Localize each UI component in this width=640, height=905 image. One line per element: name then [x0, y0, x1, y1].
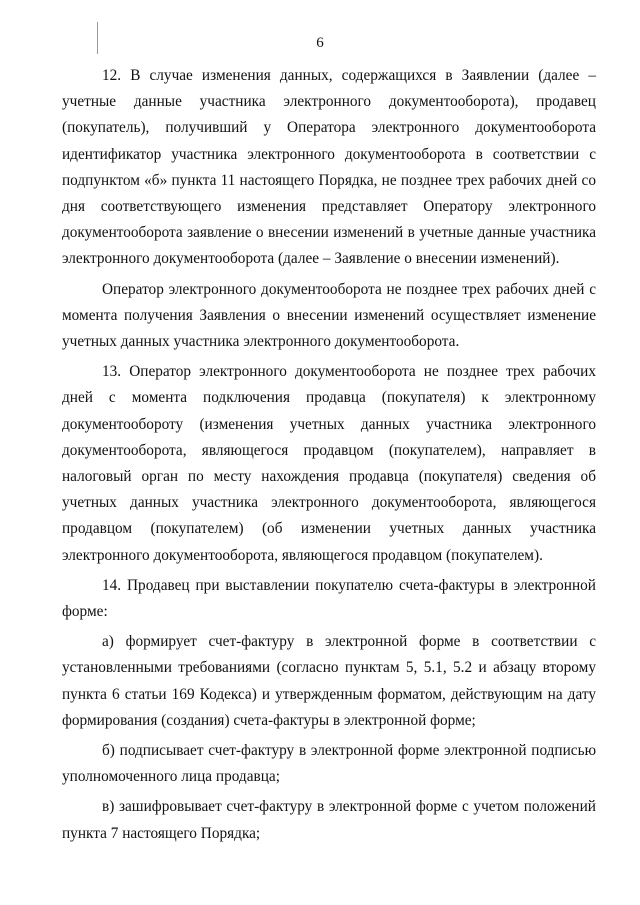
paragraph-13: 13. Оператор электронного документооборота не позднее трех рабочих дней с момента подключения продавца (покупателя) к электронному документообороту (изменения учетных данных участника электронного документооборота, являющегося продавцом (покупателем), направляет в налоговый орган по месту нахождения продавца (покупателя) сведения об учетных данных участника электронного документооборота, являющегося продавцом (покупателем) (об изменении учетных данных участника электронного документооборота, являющегося продавцом (покупателем). — [62, 363, 596, 564]
paragraph-operator-changes: Оператор электронного документооборота не позднее трех рабочих дней с момента получения Заявления о внесении изменений осуществляет изменение учетных данных участника электронного документооборота. — [62, 280, 596, 351]
document-body — [62, 63, 596, 851]
paragraph-14-b: б) подписывает счет-фактуру в электронной форме электронной подписью уполномоченного лица продавца; — [62, 742, 596, 786]
page-number: 6 — [316, 35, 324, 51]
paragraph-14-v: в) зашифровывает счет-фактуру в электронной форме с учетом положений пункта 7 настоящего Порядка; — [62, 798, 596, 842]
paragraph-14: 14. Продавец при выставлении покупателю счета-фактуры в электронной форме: — [62, 576, 596, 621]
paragraph-12: 12. В случае изменения данных, содержащихся в Заявлении (далее – учетные данные участника электронного документооборота), продавец (покупатель), получивший у Оператора электронного документооборота идентификатор участника электронного документооборота в соответствии с подпунктом «б» пункта 11 настоящего Порядка, не позднее трех рабочих дней со дня соответствующего изменения представляет Оператору электронного документооборота заявление о внесении изменений в учетные данные участника электронного документооборота (далее – Заявление о внесении изменений). — [62, 67, 596, 268]
paragraph-14-a: а) формирует счет-фактуру в электронной форме в соответствии с установленными требованиями (согласно пунктам 5, 5.1, 5.2 и абзацу второму пункта 6 статьи 169 Кодекса) и утвержденным форматом, действующим на дату формирования (создания) счета-фактуры в электронной форме; — [62, 633, 596, 729]
